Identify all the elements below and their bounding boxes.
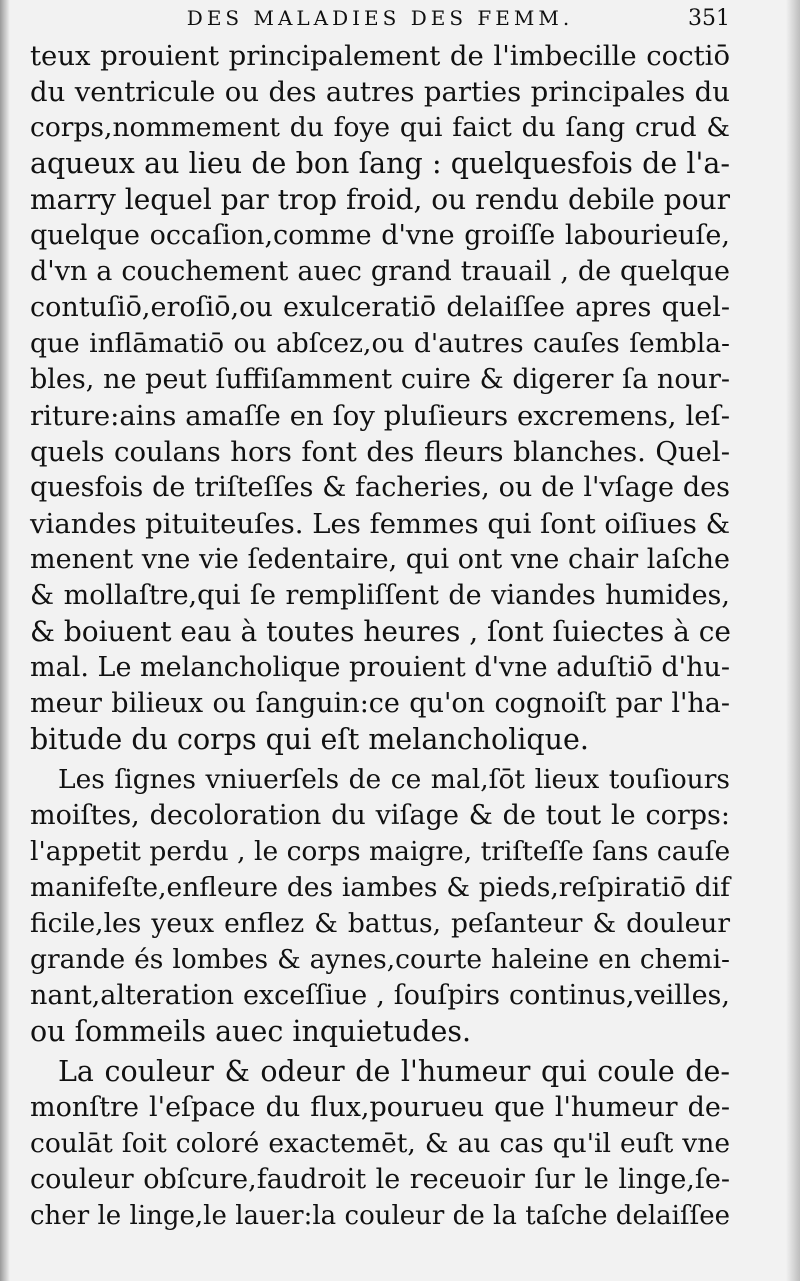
paragraph (30, 762, 730, 1050)
text-line: bles, ne peut ſuffiſamment cuire & digerer ſa nour- (30, 364, 730, 395)
text-line: & mollaſtre,qui ſe rempliſſent de viandes humides, (30, 580, 730, 611)
text-line: coulāt ſoit coloré exactemēt, & au cas qu'il euſt vne (30, 1128, 730, 1159)
page-header (30, 6, 730, 36)
text-line: couleur obſcure,faudroit le receuoir ſur le linge,ſe- (30, 1164, 730, 1195)
text-line: teux prouient principalement de l'imbecille coctiō (30, 40, 730, 72)
text-line: grande és lombes & aynes,courte haleine en chemi- (30, 944, 730, 975)
text-line: quesfois de triſteſſes & facheries, ou de l'vſage des (30, 472, 730, 503)
text-line: marry lequel par trop froid, ou rendu debile pour (30, 183, 730, 216)
text-line: & boiuent eau à toutes heures , ſont ſuiectes à ce (30, 615, 731, 648)
text-line: ou ſommeils auec inquietudes. (30, 1015, 471, 1048)
text-line: riture:ains amaſſe en ſoy pluſieurs excremens, leſ- (30, 400, 730, 432)
text-line: corps,nommement du foye qui faict du ſang crud & (30, 112, 730, 143)
page-number: 351 (688, 6, 730, 31)
text-line: cher le linge,le lauer:la couleur de la taſche delaiſſee (30, 1201, 730, 1231)
text-line: d'vn a couchement auec grand trauail , de quelque (30, 256, 730, 287)
text-line: du ventricule ou des autres parties principales du (30, 76, 730, 108)
text-line: mal. Le melancholique prouient d'vne aduſtiō d'hu- (30, 652, 730, 683)
text-line: La couleur & odeur de l'humeur qui coule de- (58, 1055, 730, 1088)
text-line: viandes pituiteuſes. Les femmes qui ſont oiſiues & (30, 508, 731, 540)
text-line: monſtre l'eſpace du flux,pourueu que l'humeur de- (30, 1092, 730, 1123)
text-line: bitude du corps qui eſt melancholique. (30, 723, 589, 756)
text-line: menent vne vie ſedentaire, qui ont vne chair laſche (30, 544, 730, 575)
text-line: que inflāmatiō ou abſcez,ou d'autres cauſes ſembla- (30, 328, 730, 359)
paragraph (30, 38, 730, 758)
text-line: ficile,les yeux enflez & battus, peſanteur & douleur (30, 908, 730, 939)
paragraph (30, 1054, 730, 1234)
body-text (30, 38, 730, 1234)
text-line: moiſtes, decoloration du viſage & de tout le corps: (30, 800, 730, 831)
text-line: Les ſignes vniuerſels de ce mal,ſōt lieux touſiours (58, 764, 730, 795)
running-head: DES MALADIES DES FEMM. (186, 6, 574, 30)
text-line: meur bilieux ou ſanguin:ce qu'on cognoiſt par l'ha- (30, 688, 730, 719)
text-line: l'appetit perdu , le corps maigre, triſteſſe ſans cauſe (30, 836, 731, 867)
text-line: quels coulans hors font des fleurs blanches. Quel- (30, 436, 730, 468)
text-line: contuſiō,eroſiō,ou exulceratiō delaiſſee apres quel- (30, 292, 730, 323)
text-line: manifeſte,enfleure des iambes & pieds,reſpiratiō dif (30, 872, 730, 903)
text-line: aqueux au lieu de bon ſang : quelquesfois de l'a- (30, 147, 730, 180)
text-line: quelque occaſion,comme d'vne groiſſe labourieuſe, (30, 220, 730, 251)
text-line: nant,alteration exceſſiue , ſouſpirs continus,veilles, (30, 980, 730, 1011)
